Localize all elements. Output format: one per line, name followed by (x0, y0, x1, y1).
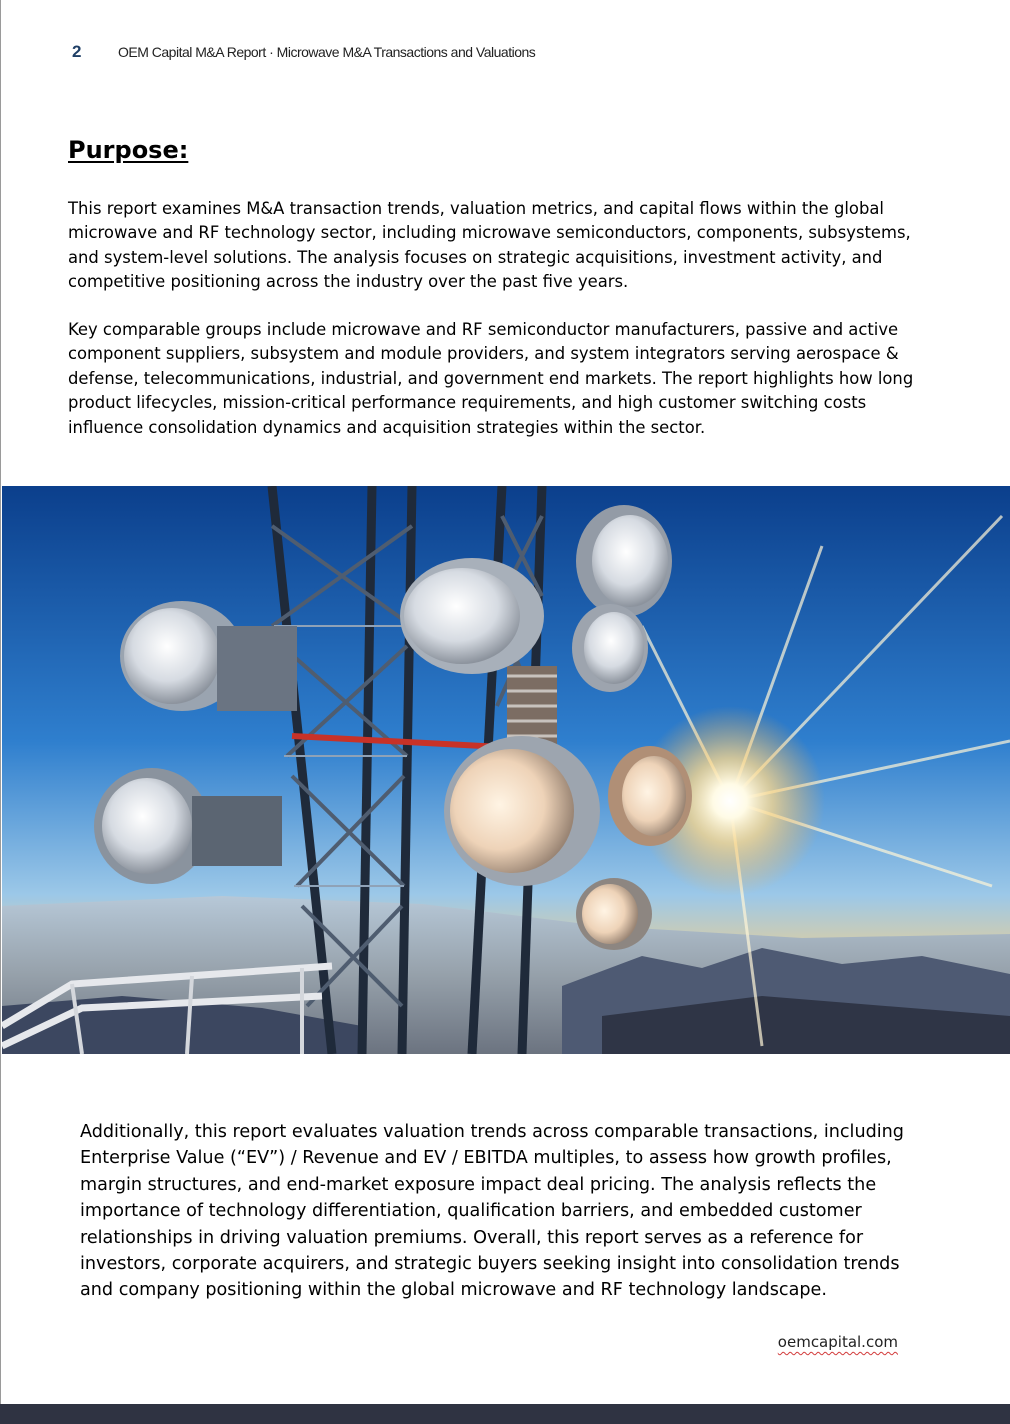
page-number: 2 (72, 42, 82, 61)
page-edge (0, 0, 1, 1404)
body-paragraph: Additionally, this report evaluates valuation trends across comparable transactions, including Enterprise Value (“EV”) / Revenue and EV / EBITDA multiples, to assess how growth profiles, margin structures, and end-market exposure impact deal pricing. The analysis reflects the importance of technology differentiation, qualification barriers, and embedded customer relationships in driving valuation premiums. Overall, this report serves as a reference for investors, corporate acquirers, and strategic buyers seeking insight into consolidation trends and company positioning within the global microwave and RF technology landscape. (80, 1122, 904, 1301)
footer-bar (0, 1404, 1010, 1424)
section-title: Purpose: (68, 136, 189, 164)
page-header (72, 40, 535, 64)
body-paragraph: Key comparable groups include microwave and RF semiconductor manufacturers, passive and active component suppliers, subsystem and module providers, and system integrators serving aerospace & defense, telecommunications, industrial, and government end markets. The report highlights how long product lifecycles, mission-critical performance requirements, and high customer switching costs influence consolidation dynamics and acquisition strategies within the sector. (68, 320, 914, 437)
microwave-tower-photo (2, 486, 1010, 1054)
body-paragraph: This report examines M&A transaction trends, valuation metrics, and capital flows within the global microwave and RF technology sector, including microwave semiconductors, components, subsystems, and system-level solutions. The analysis focuses on strategic acquisitions, investment activity, and competitive positioning across the industry over the past five years. (68, 199, 911, 292)
running-title: OEM Capital M&A Report · Microwave M&A Transactions and Valuations (118, 44, 536, 60)
website-link[interactable]: oemcapital.com (777, 1333, 898, 1351)
